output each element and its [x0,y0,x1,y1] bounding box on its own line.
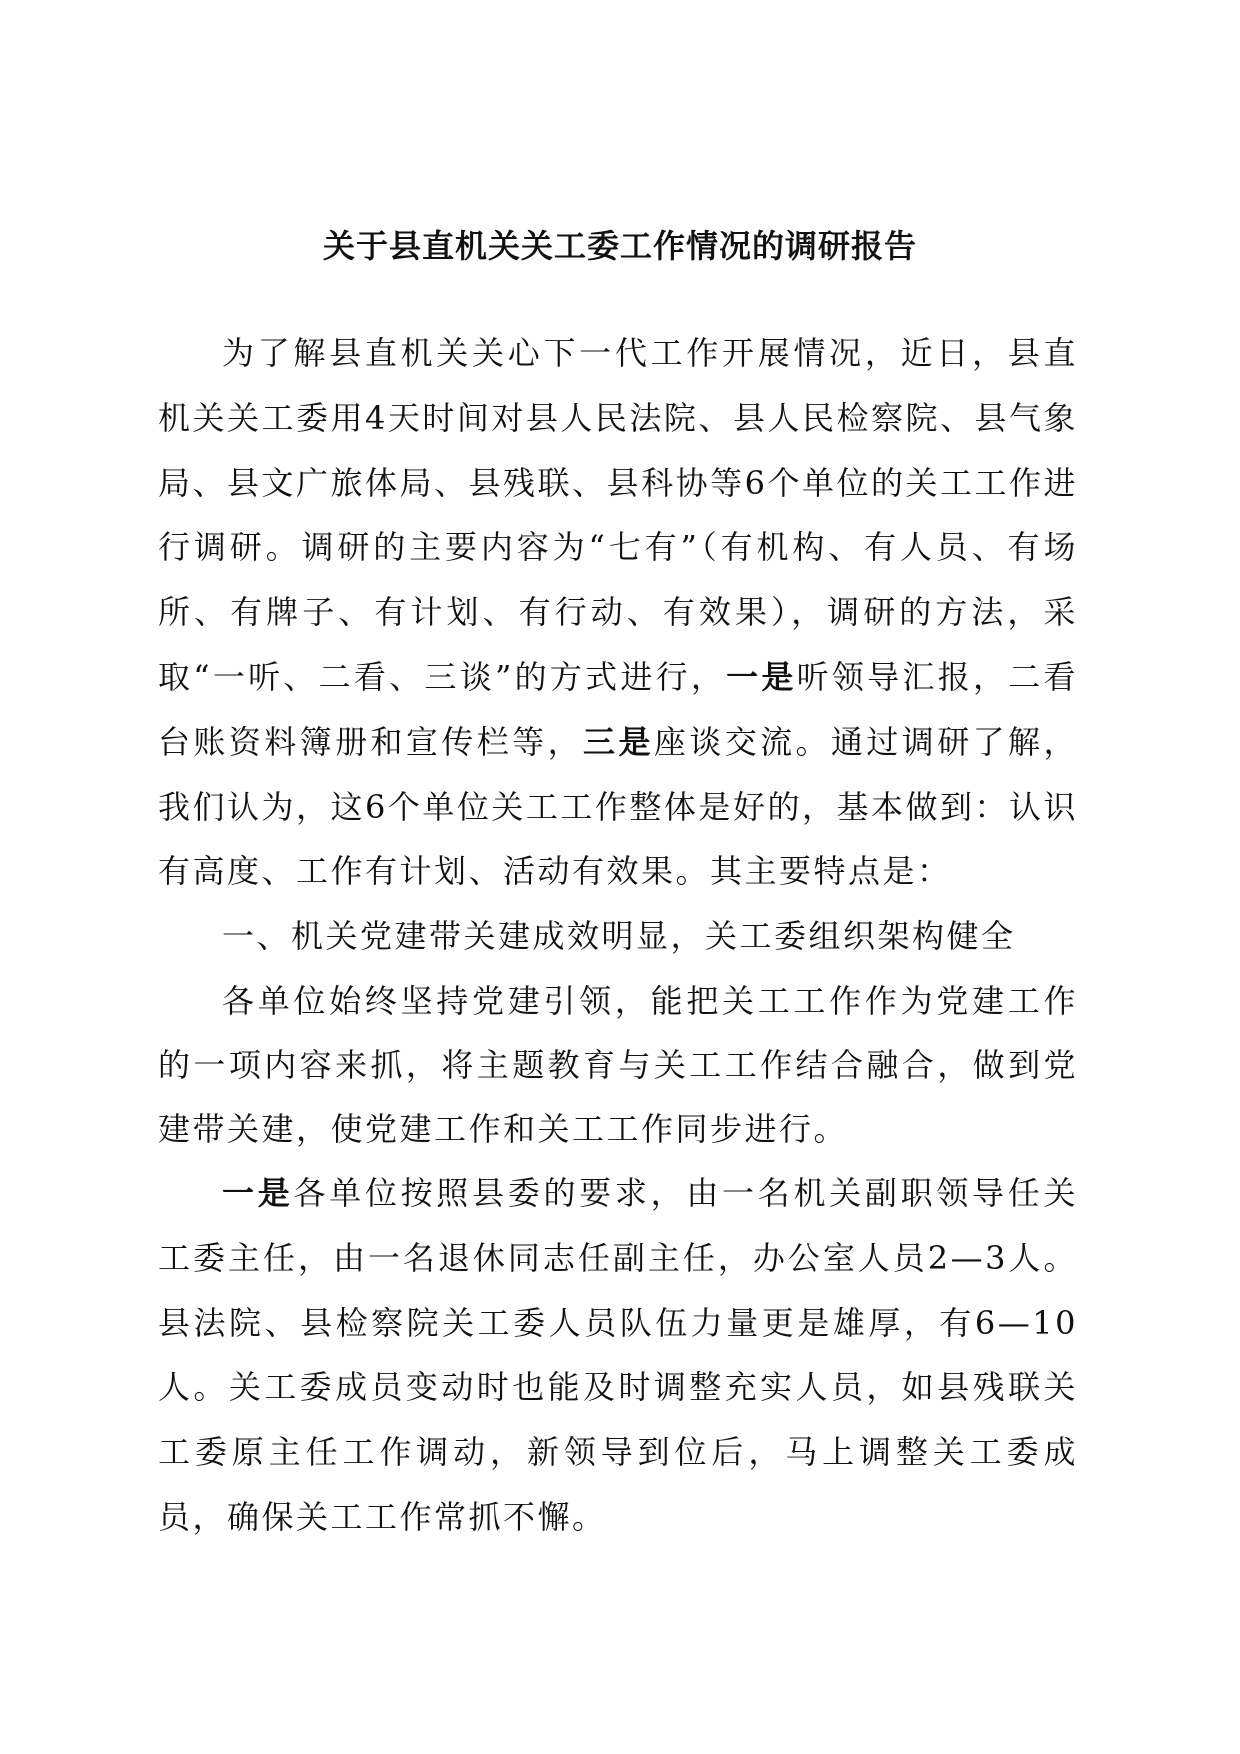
document-body [158,321,1078,1550]
intro-text-a: 为了解县直机关关心下一代工作开展情况，近日，县直机关关工委用4天时间对县人民法院、县人民检察院、县气象局、县文广旅体局、县残联、县科协等6个单位的关工工作进行调研。调研的主要内容为“七有”（有机构、有人员、有场所、有牌子、有计划、有行动、有效果），调研的方法，采取“一听、二看、三谈”的方式进行， [158,334,1078,696]
point-one-text: 各单位按照县委的要求，由一名机关副职领导任关工委主任，由一名退休同志任副主任，办公室人员2—3人。县法院、县检察院关工委人员队伍力量更是雄厚，有6—10人。关工委成员变动时也能及时调整充实人员，如县残联关工委原主任工作调动，新领导到位后，马上调整关工委成员，确保关工工作常抓不懈。 [158,1173,1078,1536]
intro-text-b: 听领导汇报，二看台账资料簿册和宣传栏等， [158,657,1078,761]
point-one-emphasis: 一是 [222,1173,294,1212]
intro-text-c: 座谈交流。通过调研了解，我们认为，这6个单位关工工作整体是好的，基本做到：认识有高度、工作有计划、活动有效果。其主要特点是： [158,722,1078,891]
section-one-paragraph: 各单位始终坚持党建引领，能把关工工作作为党建工作的一项内容来抓，将主题教育与关工工作结合融合，做到党建带关建，使党建工作和关工工作同步进行。 [158,981,1078,1148]
section-heading-one: 一、机关党建带关建成效明显，关工委组织架构健全 [222,917,1016,956]
intro-emphasis-third: 三是 [583,722,654,761]
intro-paragraph [158,321,1078,904]
point-one-paragraph [158,1161,1078,1550]
intro-emphasis-first: 一是 [726,657,797,696]
document-title: 关于县直机关关工委工作情况的调研报告 [322,227,917,265]
